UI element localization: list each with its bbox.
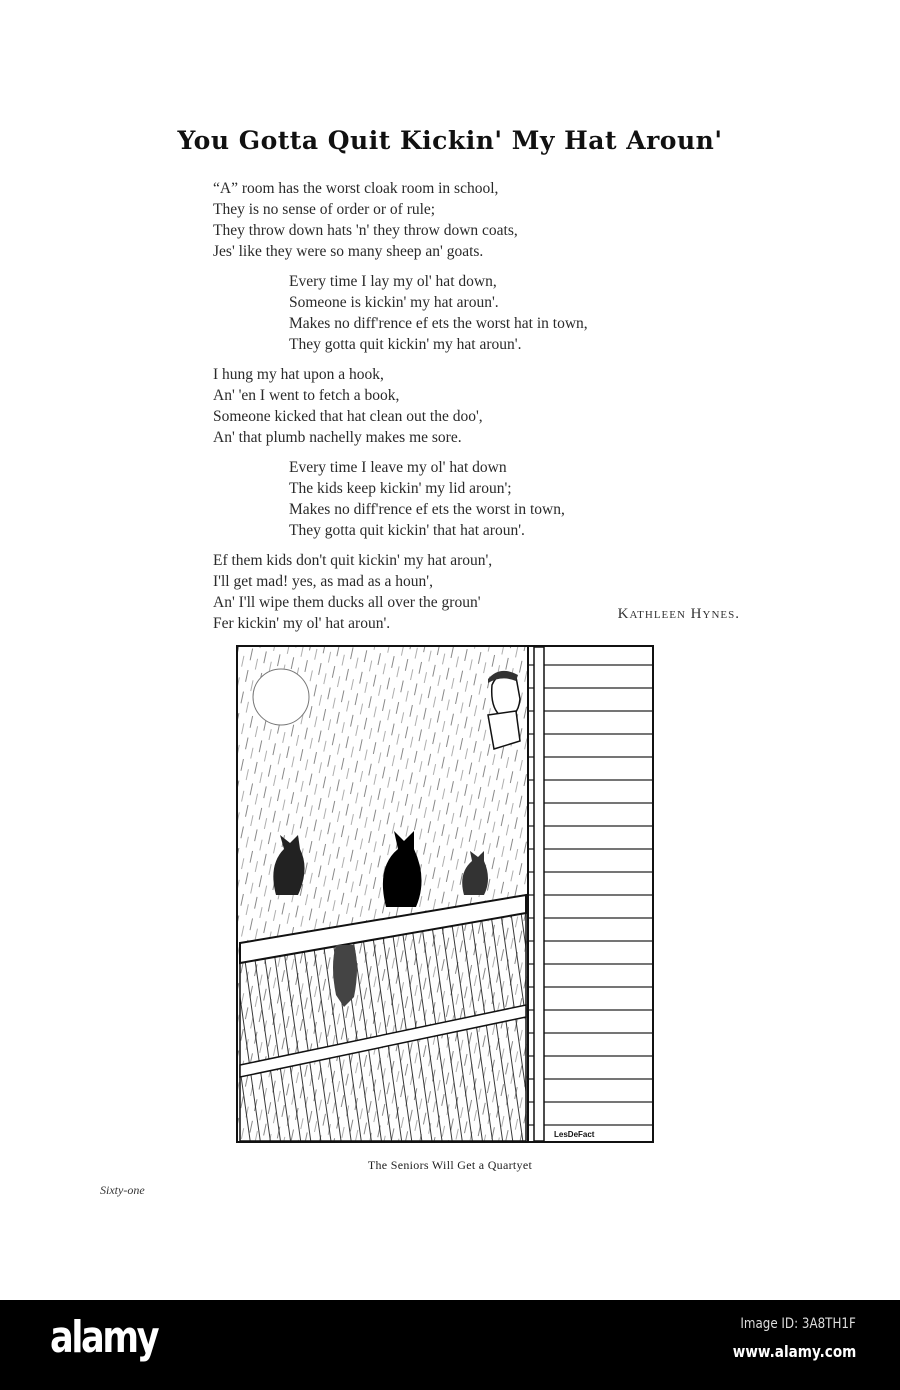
stanza-2 xyxy=(213,271,753,355)
page-number: Sixty-one xyxy=(100,1183,145,1197)
poem-line: They gotta quit kickin' that hat aroun'. xyxy=(289,522,525,539)
poem-line: Ef them kids don't quit kickin' my hat aroun', xyxy=(213,552,493,569)
poem-body xyxy=(213,178,753,643)
poem-line: An' I'll wipe them ducks all over the groun' xyxy=(213,594,481,611)
poem-line: Makes no diff'rence ef ets the worst hat in town, xyxy=(289,315,588,332)
moon-icon xyxy=(253,669,309,725)
site-url: www.alamy.com xyxy=(732,1342,856,1361)
poem-line: Every time I leave my ol' hat down xyxy=(289,459,507,476)
poem-line: They throw down hats 'n' they throw down coats, xyxy=(213,222,518,239)
poem-line: An' 'en I went to fetch a book, xyxy=(213,387,400,404)
artist-signature: LesDeFact xyxy=(554,1130,595,1139)
illustration-caption: The Seniors Will Get a Quartyet xyxy=(367,1158,533,1172)
poem-line: I'll get mad! yes, as mad as a houn', xyxy=(213,573,433,590)
poem-line: I hung my hat upon a hook, xyxy=(213,366,384,383)
poem-title: You Gotta Quit Kickin' My Hat Aroun' xyxy=(177,126,723,155)
poem-line: The kids keep kickin' my lid aroun'; xyxy=(289,480,512,497)
poem-line: They is no sense of order or of rule; xyxy=(213,201,436,218)
image-id: Image ID: 3A8TH1F xyxy=(740,1316,856,1332)
poem-line: An' that plumb nachelly makes me sore. xyxy=(213,429,462,446)
drainpipe xyxy=(534,647,544,1141)
poem-line: Fer kickin' my ol' hat aroun'. xyxy=(213,615,391,632)
poem-line: “A” room has the worst cloak room in school, xyxy=(213,180,499,197)
alamy-logo: alamy xyxy=(50,1312,158,1363)
poem-line: They gotta quit kickin' my hat aroun'. xyxy=(289,336,522,353)
poem-line: Every time I lay my ol' hat down, xyxy=(289,273,497,290)
poem-line: Makes no diff'rence ef ets the worst in town, xyxy=(289,501,565,518)
stanza-1 xyxy=(213,178,753,262)
cartoon-illustration xyxy=(236,645,654,1143)
stanza-4 xyxy=(213,457,753,541)
house-wall xyxy=(528,647,652,1141)
stanza-3 xyxy=(213,364,753,448)
author-name: Kathleen Hynes. xyxy=(617,606,740,622)
poem-line: Someone is kickin' my hat aroun'. xyxy=(289,294,499,311)
poem-line: Someone kicked that hat clean out the doo', xyxy=(213,408,483,425)
poem-line: Jes' like they were so many sheep an' goats. xyxy=(213,243,484,260)
watermark-bar xyxy=(0,1300,900,1390)
